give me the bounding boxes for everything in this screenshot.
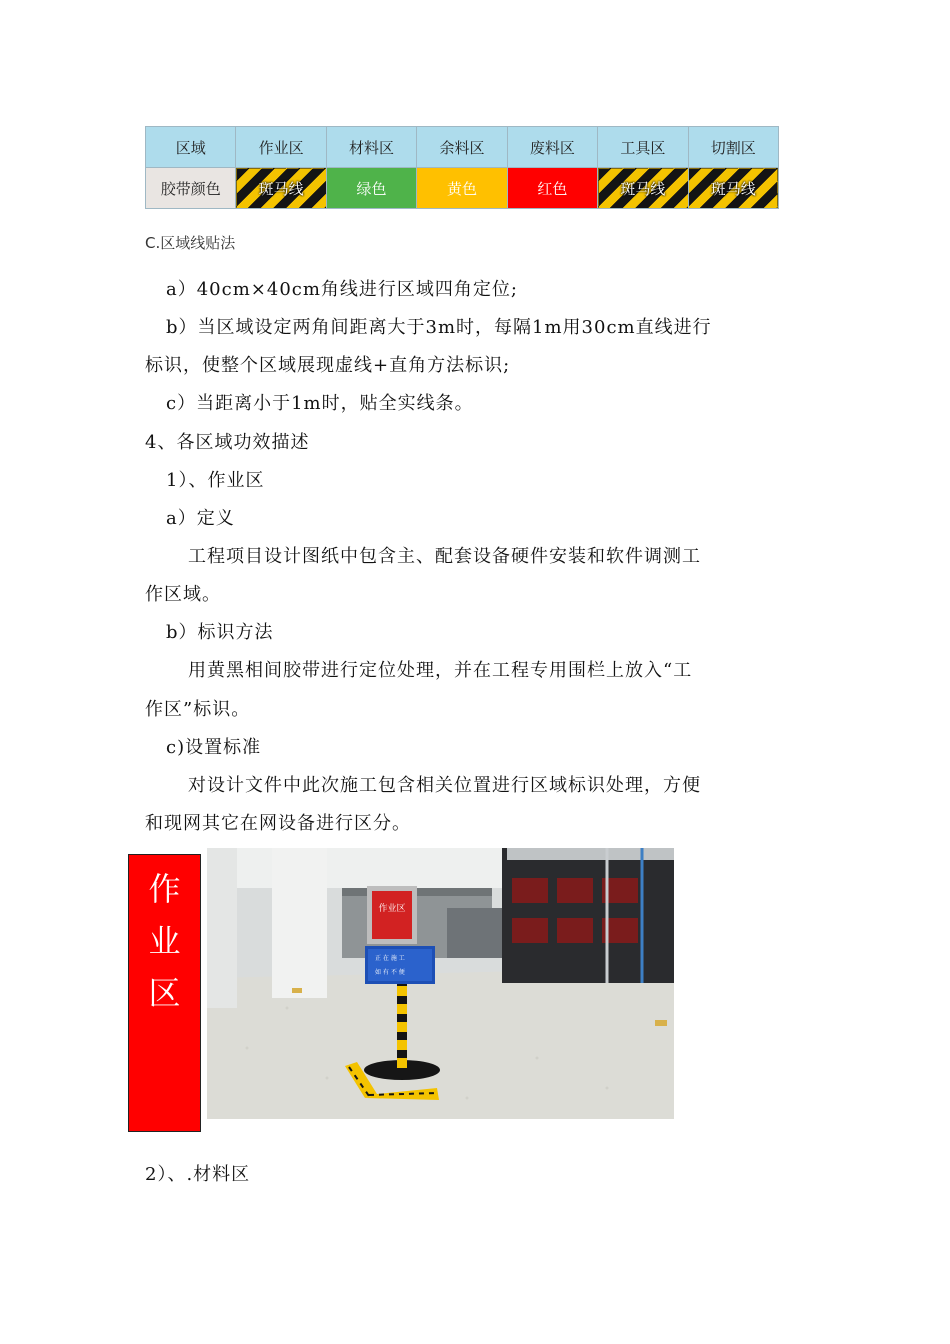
zone-tape-table (145, 126, 779, 209)
svg-text:如 有 不 便: 如 有 不 便 (375, 969, 405, 976)
table-header-row (146, 127, 779, 168)
tape-cell-yellow: 黄色 (417, 168, 507, 209)
tape-cell-zebra: 斑马线 (236, 168, 326, 209)
standard-label: c)设置标准 (166, 737, 262, 758)
subsection-material-zone: 2）、.材料区 (145, 1164, 251, 1185)
tape-cell-zebra: 斑马线 (688, 168, 778, 209)
standard-text: 对设计文件中此次施工包含相关位置进行区域标识处理，方便 (188, 775, 701, 796)
section-c-item-c: c）当距离小于1m时，贴全实线条。 (166, 393, 474, 414)
table-header-cell: 工具区 (598, 127, 688, 168)
photo-illustration (207, 848, 674, 1119)
table-row (146, 168, 779, 209)
tape-cell-red: 红色 (507, 168, 597, 209)
table-header-cell: 切割区 (688, 127, 778, 168)
section-c-item-b: b）当区域设定两角间距离大于3m时，每隔1m用30cm直线进行 (166, 317, 712, 338)
table-header-cell: 废料区 (507, 127, 597, 168)
svg-text:正 在 施 工: 正 在 施 工 (375, 955, 405, 962)
method-text-cont: 作区”标识。 (145, 699, 251, 720)
sign-char: 业 (148, 922, 181, 960)
photo-sign-title: 作业区 (378, 904, 406, 914)
definition-text: 工程项目设计图纸中包含主、配套设备硬件安装和软件调测工 (188, 546, 701, 567)
section-4-heading: 4、各区域功效描述 (145, 432, 310, 453)
standard-text-cont: 和现网其它在网设备进行区分。 (145, 813, 411, 834)
table-row-label: 胶带颜色 (146, 168, 236, 209)
definition-label: a）定义 (166, 508, 235, 529)
table-header-cell: 余料区 (417, 127, 507, 168)
section-c-item-b-cont: 标识，使整个区域展现虚线+直角方法标识; (145, 355, 511, 376)
sign-char: 作 (148, 870, 181, 908)
work-zone-photo (207, 848, 674, 1119)
method-label: b）标识方法 (166, 622, 274, 643)
sign-char: 区 (148, 974, 181, 1012)
table-header-cell: 材料区 (326, 127, 416, 168)
section-c-heading: C.区域线贴法 (145, 234, 236, 252)
definition-text-cont: 作区域。 (145, 584, 221, 605)
work-zone-red-sign (128, 854, 201, 1132)
subsection-work-zone: 1）、作业区 (166, 470, 265, 491)
table-header-cell: 区域 (146, 127, 236, 168)
tape-cell-green: 绿色 (326, 168, 416, 209)
table-header-cell: 作业区 (236, 127, 326, 168)
section-c-item-a: a）40cm×40cm角线进行区域四角定位; (166, 279, 518, 300)
method-text: 用黄黑相间胶带进行定位处理，并在工程专用围栏上放入“工 (188, 660, 693, 681)
tape-cell-zebra: 斑马线 (598, 168, 688, 209)
